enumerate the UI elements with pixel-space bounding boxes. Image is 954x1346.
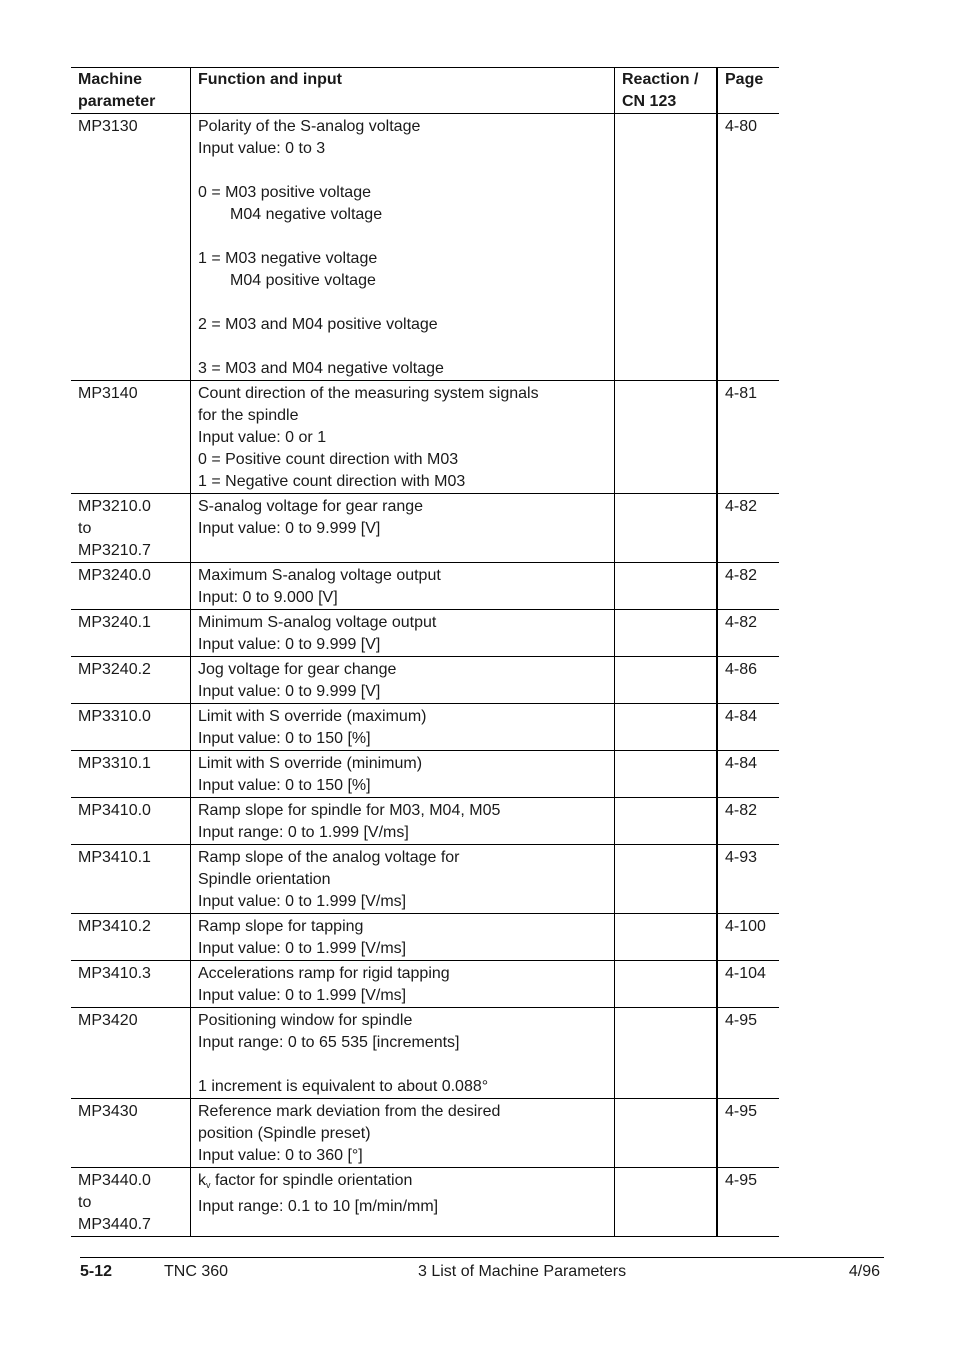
reaction-cell bbox=[615, 610, 718, 657]
param-cell: MP3210.0 to MP3210.7 bbox=[71, 494, 191, 563]
page-cell: 4-93 bbox=[717, 845, 779, 914]
param-cell: MP3240.2 bbox=[71, 657, 191, 704]
table-row bbox=[71, 704, 779, 751]
header-page bbox=[717, 68, 779, 114]
header-text: Machine bbox=[78, 71, 143, 88]
param-cell: MP3410.1 bbox=[71, 845, 191, 914]
function-cell: Accelerations ramp for rigid tapping Input value: 0 to 1.999 [V/ms] bbox=[191, 961, 615, 1008]
param-cell: MP3310.1 bbox=[71, 751, 191, 798]
page-cell: 4-104 bbox=[717, 961, 779, 1008]
header-text: Function and input bbox=[198, 71, 342, 88]
page-cell: 4-84 bbox=[717, 751, 779, 798]
param-cell: MP3240.0 bbox=[71, 563, 191, 610]
header-text: Page bbox=[725, 71, 764, 88]
page-cell: 4-95 bbox=[717, 1099, 779, 1168]
param-cell: MP3140 bbox=[71, 381, 191, 494]
param-cell: MP3440.0 to MP3440.7 bbox=[71, 1168, 191, 1237]
function-cell: S-analog voltage for gear range Input value: 0 to 9.999 [V] bbox=[191, 494, 615, 563]
table-row bbox=[71, 914, 779, 961]
function-cell: Minimum S-analog voltage output Input value: 0 to 9.999 [V] bbox=[191, 610, 615, 657]
reaction-cell bbox=[615, 798, 718, 845]
page-footer bbox=[80, 1257, 884, 1288]
reaction-cell bbox=[615, 1008, 718, 1099]
param-cell: MP3410.3 bbox=[71, 961, 191, 1008]
reaction-cell bbox=[615, 1168, 718, 1237]
reaction-cell bbox=[615, 1099, 718, 1168]
page-cell: 4-81 bbox=[717, 381, 779, 494]
reaction-cell bbox=[615, 845, 718, 914]
param-cell: MP3410.2 bbox=[71, 914, 191, 961]
table-row bbox=[71, 494, 779, 563]
table-row bbox=[71, 1008, 779, 1099]
page-cell: 4-100 bbox=[717, 914, 779, 961]
page-cell: 4-82 bbox=[717, 610, 779, 657]
param-cell: MP3420 bbox=[71, 1008, 191, 1099]
reaction-cell bbox=[615, 563, 718, 610]
param-cell: MP3310.0 bbox=[71, 704, 191, 751]
page-cell: 4-84 bbox=[717, 704, 779, 751]
reaction-cell bbox=[615, 114, 718, 381]
function-cell: Jog voltage for gear change Input value: 0 to 9.999 [V] bbox=[191, 657, 615, 704]
table-row bbox=[71, 845, 779, 914]
function-cell: Limit with S override (minimum) Input value: 0 to 150 [%] bbox=[191, 751, 615, 798]
page-cell: 4-95 bbox=[717, 1008, 779, 1099]
function-cell: Positioning window for spindle Input range: 0 to 65 535 [increments] 1 increment is equivalent to about 0.088° bbox=[191, 1008, 615, 1099]
function-cell: Reference mark deviation from the desired position (Spindle preset) Input value: 0 to 360 [°] bbox=[191, 1099, 615, 1168]
reaction-cell bbox=[615, 657, 718, 704]
page-cell: 4-82 bbox=[717, 798, 779, 845]
reaction-cell bbox=[615, 704, 718, 751]
function-cell: Limit with S override (maximum) Input value: 0 to 150 [%] bbox=[191, 704, 615, 751]
table-row bbox=[71, 563, 779, 610]
kv-subscript: v bbox=[206, 1180, 211, 1190]
table-row bbox=[71, 1099, 779, 1168]
edition-date: 4/96 bbox=[848, 1263, 880, 1280]
header-machine-parameter bbox=[71, 68, 191, 114]
param-cell: MP3430 bbox=[71, 1099, 191, 1168]
page-number: 5-12 bbox=[80, 1263, 113, 1280]
header-text: Reaction / bbox=[622, 71, 699, 88]
header-function-and-input bbox=[191, 68, 615, 114]
table-row bbox=[71, 1168, 779, 1237]
table-row bbox=[71, 961, 779, 1008]
machine-parameter-table bbox=[71, 67, 779, 1237]
model-name: TNC 360 bbox=[164, 1263, 229, 1280]
reaction-cell bbox=[615, 961, 718, 1008]
header-text: CN 123 bbox=[622, 93, 677, 110]
table-row bbox=[71, 381, 779, 494]
page-cell: 4-86 bbox=[717, 657, 779, 704]
header-reaction bbox=[615, 68, 718, 114]
page-cell: 4-82 bbox=[717, 494, 779, 563]
function-cell: Ramp slope of the analog voltage for Spindle orientation Input value: 0 to 1.999 [V/ms] bbox=[191, 845, 615, 914]
function-cell: $k_v$ factor for spindle orientation Input range: 0.1 to 10 [m/min/mm] bbox=[191, 1168, 615, 1237]
function-cell: Maximum S-analog voltage output Input: 0 to 9.000 [V] bbox=[191, 563, 615, 610]
table-row bbox=[71, 751, 779, 798]
table-row bbox=[71, 610, 779, 657]
param-cell: MP3240.1 bbox=[71, 610, 191, 657]
kv-factor-line: $k_v$ factor for spindle orientation bbox=[198, 1172, 413, 1190]
function-cell: Ramp slope for spindle for M03, M04, M05 Input range: 0 to 1.999 [V/ms] bbox=[191, 798, 615, 845]
reaction-cell bbox=[615, 751, 718, 798]
table-row bbox=[71, 798, 779, 845]
page-cell: 4-82 bbox=[717, 563, 779, 610]
page-cell: 4-95 bbox=[717, 1168, 779, 1237]
reaction-cell bbox=[615, 914, 718, 961]
chapter-title: 3 List of Machine Parameters bbox=[418, 1263, 627, 1280]
function-cell: Polarity of the S-analog voltage Input value: 0 to 3 0 = M03 positive voltage M04 negative voltage 1 = M03 negative voltage M04 positive voltage 2 = M03 and M04 positive voltage 3 = M03 and M04 negative voltage bbox=[191, 114, 615, 381]
table-row bbox=[71, 657, 779, 704]
table-row bbox=[71, 114, 779, 381]
reaction-cell bbox=[615, 494, 718, 563]
param-cell: MP3130 bbox=[71, 114, 191, 381]
header-text: parameter bbox=[78, 93, 156, 110]
function-cell: Count direction of the measuring system signals for the spindle Input value: 0 or 1 0 = Positive count direction with M03 1 = Negative count direction with M03 bbox=[191, 381, 615, 494]
reaction-cell bbox=[615, 381, 718, 494]
table-header-row bbox=[71, 68, 779, 114]
function-cell: Ramp slope for tapping Input value: 0 to 1.999 [V/ms] bbox=[191, 914, 615, 961]
param-cell: MP3410.0 bbox=[71, 798, 191, 845]
page-cell: 4-80 bbox=[717, 114, 779, 381]
